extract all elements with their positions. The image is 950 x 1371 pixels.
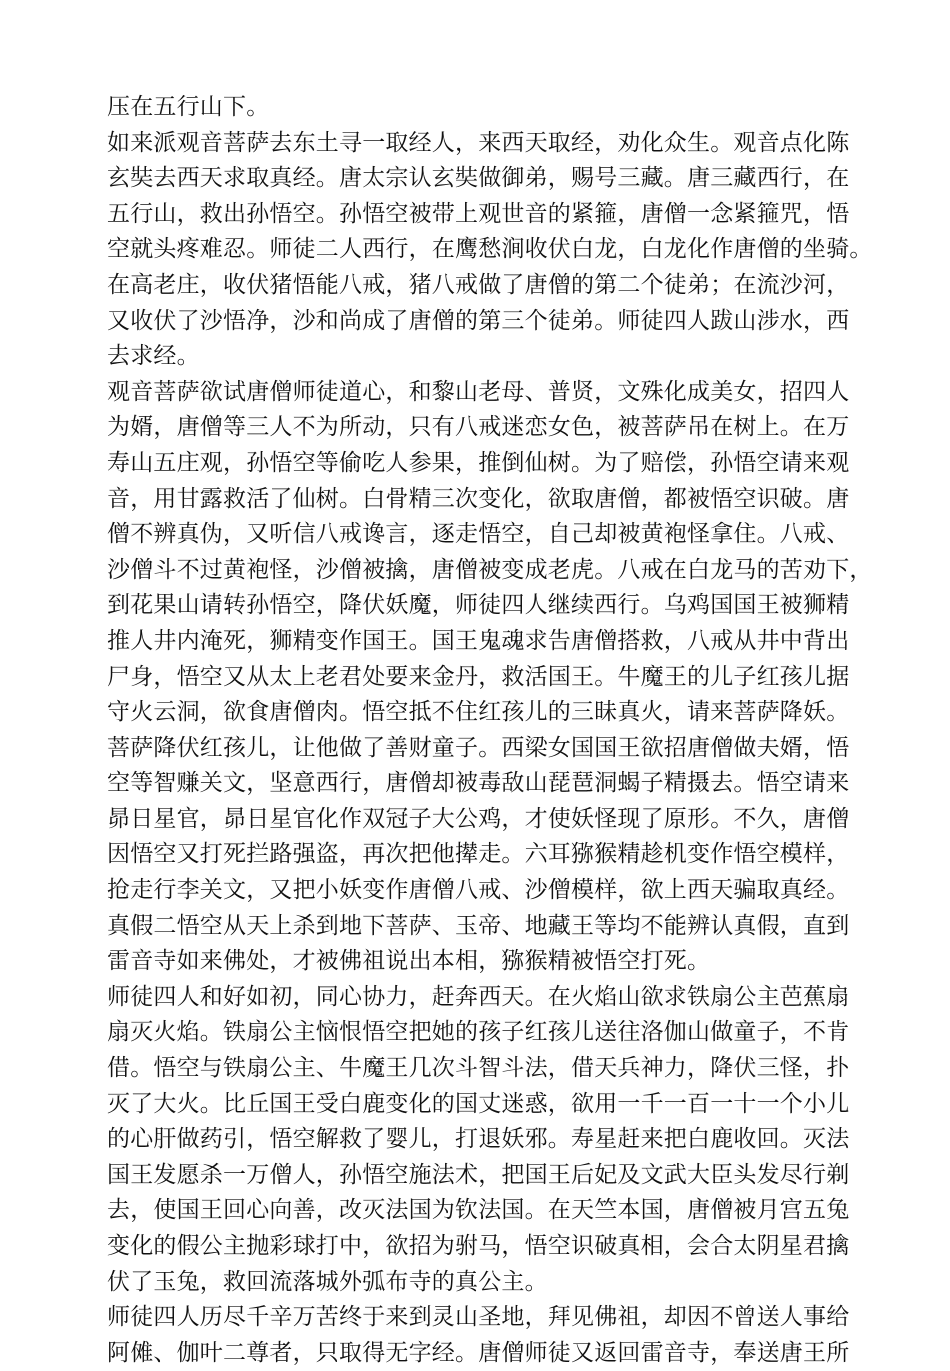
text-line: 师徒四人历尽千辛万苦终于来到灵山圣地，拜见佛祖，却因不曾送人事给: [107, 1304, 850, 1331]
text-line: 菩萨降伏红孩儿，让他做了善财童子。西梁女国国王欲招唐僧做夫婿，悟: [107, 734, 850, 761]
text-line: 守火云洞，欲食唐僧肉。悟空抵不住红孩儿的三昧真火，请来菩萨降妖。: [107, 699, 850, 726]
text-line: 如来派观音菩萨去东土寻一取经人，来西天取经，劝化众生。观音点化陈: [107, 129, 850, 156]
text-line: 空就头疼难忍。师徒二人西行，在鹰愁涧收伏白龙，白龙化作唐僧的坐骑。: [107, 236, 873, 263]
text-line: 推人井内淹死，狮精变作国王。国王鬼魂求告唐僧搭救，八戒从井中背出: [107, 627, 850, 654]
text-line: 阿傩、伽叶二尊者，只取得无字经。唐僧师徒又返回雷音寺，奉送唐王所: [107, 1339, 850, 1366]
text-line: 沙僧斗不过黄袍怪，沙僧被擒，唐僧被变成老虎。八戒在白龙马的苦劝下，: [107, 556, 873, 583]
text-line: 压在五行山下。: [107, 94, 270, 120]
text-line: 扇灭火焰。铁扇公主恼恨悟空把她的孩子红孩儿送往洛伽山做童子，不肯: [107, 1019, 850, 1046]
text-line: 的心肝做药引，悟空解救了婴儿，打退妖邪。寿星赶来把白鹿收回。灭法: [107, 1126, 850, 1153]
text-line: 五行山，救出孙悟空。孙悟空被带上观世音的紧箍，唐僧一念紧箍咒，悟: [107, 200, 850, 227]
text-line: 国王发愿杀一万僧人，孙悟空施法术，把国王后妃及文武大臣头发尽行剃: [107, 1161, 850, 1188]
text-line: 因悟空又打死拦路强盗，再次把他撵走。六耳猕猴精趁机变作悟空模样，: [107, 841, 850, 868]
text-line: 伏了玉兔，救回流落城外弧布寺的真公主。: [107, 1268, 548, 1295]
text-line: 音，用甘露救活了仙树。白骨精三次变化，欲取唐僧，都被悟空识破。唐: [107, 485, 850, 512]
text-line: 去，使国王回心向善，改灭法国为钦法国。在天竺本国，唐僧被月宫五兔: [107, 1197, 850, 1224]
body-text: [107, 90, 873, 1371]
text-line: 去求经。: [107, 343, 200, 370]
text-line: 雷音寺如来佛处，才被佛祖说出本相，猕猴精被悟空打死。: [107, 948, 711, 975]
text-line: 在高老庄，收伏猪悟能八戒，猪八戒做了唐僧的第二个徒弟；在流沙河，: [107, 271, 850, 298]
text-line: 真假二悟空从天上杀到地下菩萨、玉帝、地藏王等均不能辨认真假，直到: [107, 912, 850, 939]
text-line: 为婿，唐僧等三人不为所动，只有八戒迷恋女色，被菩萨吊在树上。在万: [107, 414, 850, 441]
text-line: 观音菩萨欲试唐僧师徒道心，和黎山老母、普贤，文殊化成美女，招四人: [107, 378, 850, 405]
text-line: 寿山五庄观，孙悟空等偷吃人参果，推倒仙树。为了赔偿，孙悟空请来观: [107, 449, 850, 476]
text-line: 师徒四人和好如初，同心协力，赶奔西天。在火焰山欲求铁扇公主芭蕉扇: [107, 983, 850, 1010]
text-line: 空等智赚关文，坚意西行，唐僧却被毒敌山琵琶洞蝎子精摄去。悟空请来: [107, 770, 850, 797]
text-line: 抢走行李关文，又把小妖变作唐僧八戒、沙僧模样，欲上西天骗取真经。: [107, 877, 850, 904]
text-line: 变化的假公主抛彩球打中，欲招为驸马，悟空识破真相，会合太阴星君擒: [107, 1233, 850, 1259]
text-line: 僧不辨真伪，又听信八戒谗言，逐走悟空，自己却被黄袍怪拿住。八戒、: [107, 521, 850, 548]
text-line: 灭了大火。比丘国王受白鹿变化的国丈迷惑，欲用一千一百一十一个小儿: [107, 1090, 850, 1117]
text-line: 昴日星官，昴日星官化作双冠子大公鸡，才使妖怪现了原形。不久，唐僧: [107, 805, 850, 832]
text-line: 借。悟空与铁扇公主、牛魔王几次斗智斗法，借天兵神力，降伏三怪，扑: [107, 1055, 850, 1082]
text-line: 又收伏了沙悟净，沙和尚成了唐僧的第三个徒弟。师徒四人跋山涉水，西: [107, 307, 850, 334]
text-line: 到花果山请转孙悟空，降伏妖魔，师徒四人继续西行。乌鸡国国王被狮精: [107, 592, 850, 619]
text-line: 玄奘去西天求取真经。唐太宗认玄奘做御弟，赐号三藏。唐三藏西行，在: [107, 165, 850, 192]
text-line: 尸身，悟空又从太上老君处要来金丹，救活国王。牛魔王的儿子红孩儿据: [107, 663, 850, 690]
